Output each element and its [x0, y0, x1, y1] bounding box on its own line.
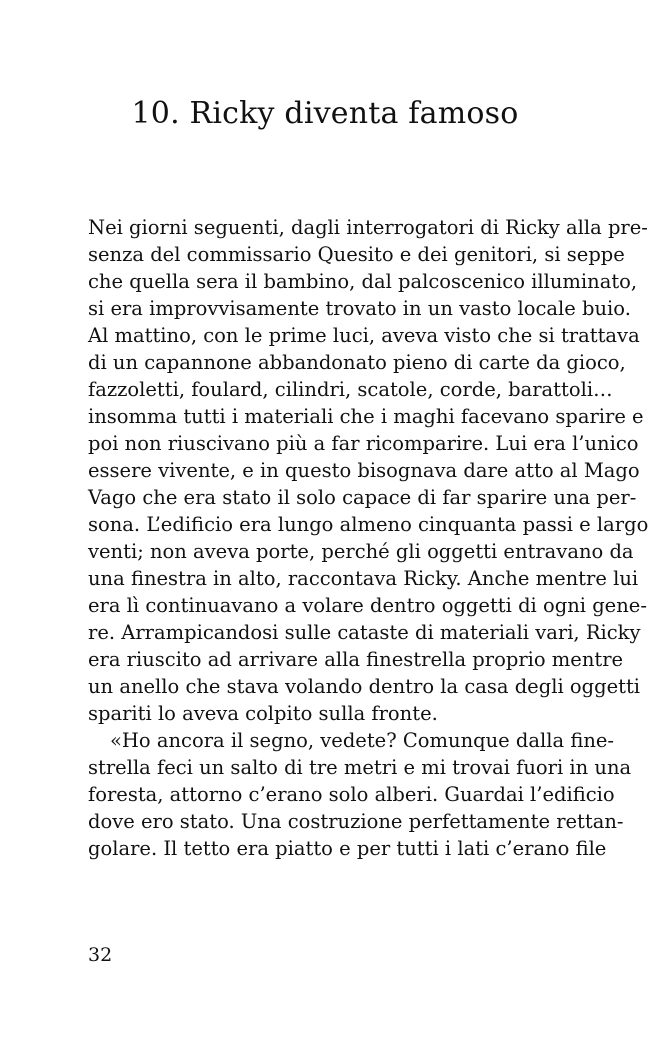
paragraph-2: [88, 727, 632, 862]
text-line: si era improvvisamente trovato in un vasto locale buio.: [88, 297, 631, 320]
text-line: senza del commissario Quesito e dei genitori, si seppe: [88, 243, 625, 266]
text-line: venti; non aveva porte, perché gli oggetti entravano da: [88, 540, 634, 563]
text-line: era riuscito ad arrivare alla finestrella proprio mentre: [88, 648, 624, 671]
text-line: essere vivente, e in questo bisognava dare atto al Mago: [88, 459, 640, 482]
paragraph-1: [88, 214, 649, 727]
text-line: Nei giorni seguenti, dagli interrogatori di Ricky alla pre-: [88, 216, 648, 239]
text-line: poi non riuscivano più a far ricomparire. Lui era l’unico: [88, 432, 639, 455]
chapter-title: 10. Ricky diventa famoso: [131, 96, 519, 131]
text-line: Vago che era stato il solo capace di far sparire una per-: [88, 486, 637, 509]
text-line: golare. Il tetto era piatto e per tutti i lati c’erano file: [88, 837, 607, 860]
text-line: insomma tutti i materiali che i maghi facevano sparire e: [88, 405, 644, 428]
text-line: Al mattino, con le prime luci, aveva visto che si trattava: [88, 324, 640, 347]
text-line: strella feci un salto di tre metri e mi trovai fuori in una: [88, 756, 632, 779]
text-line: foresta, attorno c’erano solo alberi. Guardai l’edificio: [88, 783, 615, 806]
text-line: una finestra in alto, raccontava Ricky. Anche mentre lui: [88, 567, 639, 590]
text-line: «Ho ancora il segno, vedete? Comunque dalla fine-: [110, 729, 615, 752]
text-line: re. Arrampicandosi sulle cataste di materiali vari, Ricky: [88, 621, 641, 644]
text-line: era lì continuavano a volare dentro oggetti di ogni gene-: [88, 594, 647, 617]
text-line: di un capannone abbandonato pieno di carte da gioco,: [88, 351, 626, 374]
text-line: sona. L’edificio era lungo almeno cinquanta passi e largo: [88, 513, 649, 536]
text-line: dove ero stato. Una costruzione perfettamente rettan-: [88, 810, 624, 833]
body-text: [88, 214, 649, 862]
page-number: 32: [88, 944, 113, 966]
text-line: fazzoletti, foulard, cilindri, scatole, corde, barattoli…: [88, 378, 613, 401]
text-line: un anello che stava volando dentro la casa degli oggetti: [88, 675, 641, 698]
text-line: spariti lo aveva colpito sulla fronte.: [88, 702, 438, 725]
text-line: che quella sera il bambino, dal palcoscenico illuminato,: [88, 270, 638, 293]
